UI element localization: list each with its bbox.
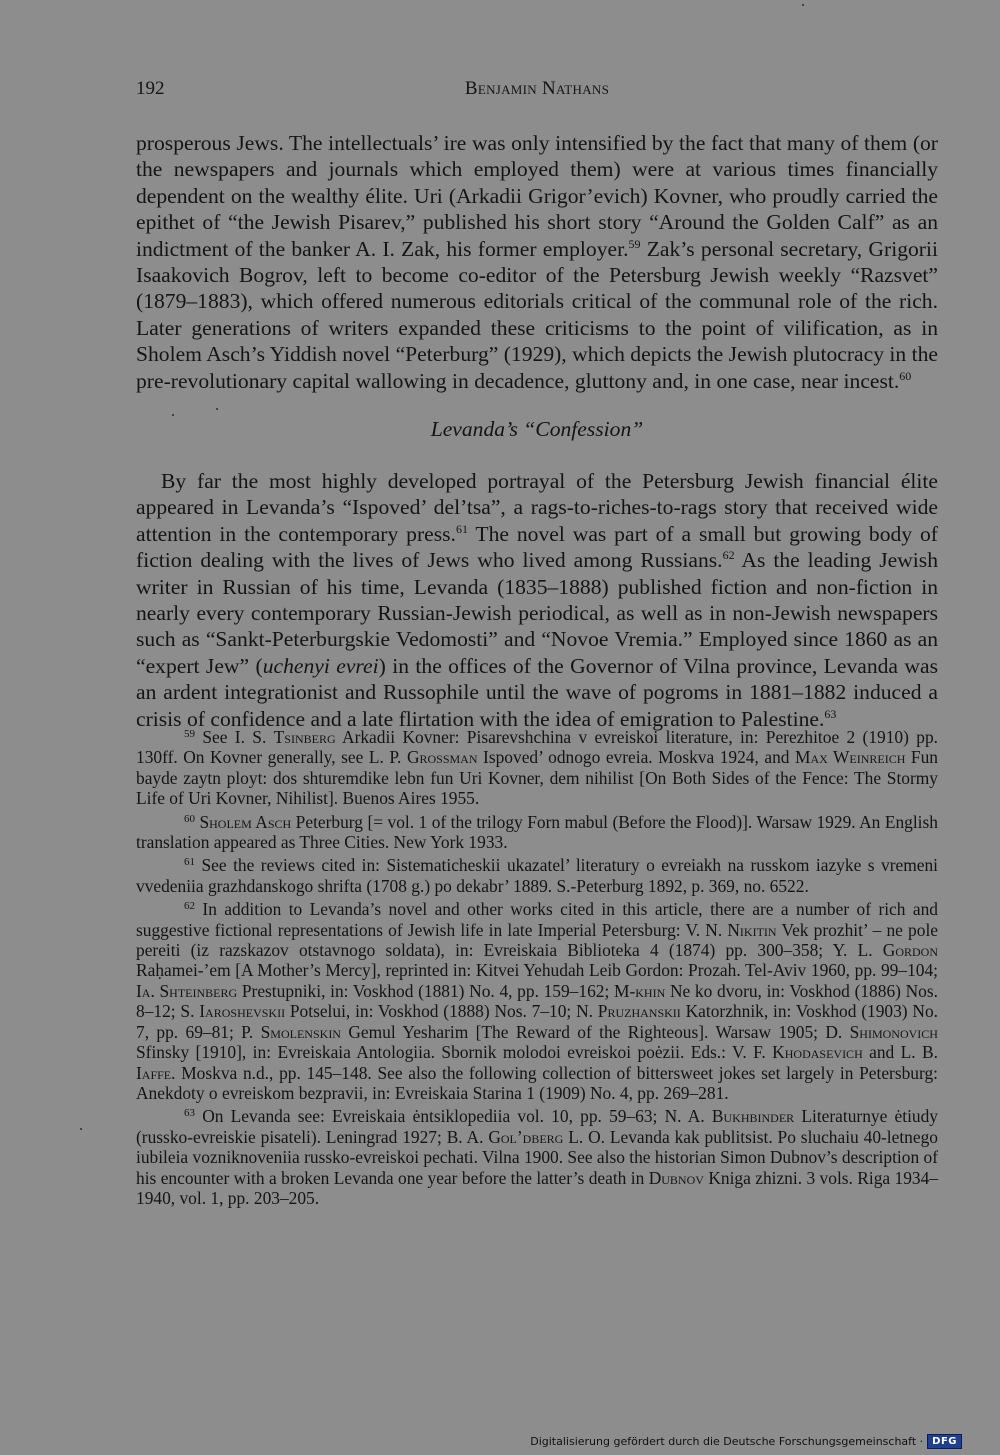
footnote-text: and L. B. xyxy=(862,1042,938,1063)
footnote-ref-62[interactable]: 62 xyxy=(722,548,735,563)
paragraph-text: By far the most highly developed portrayal of the Petersburg Jewish financial élite appeared in Levanda’s “Ispoved’ del’tsa”, a rags-to-riches-to-rags story that received wide attention in the contemporary press. xyxy=(136,469,938,546)
footnote-number: 62 xyxy=(184,900,195,913)
author-name: Dubnov xyxy=(648,1167,704,1188)
footnote-text: Peterburg [= vol. 1 of the trilogy Forn mabul (Before the Flood)]. Warsaw 1929. An English translation appeared as Three Cities. New York 1933. xyxy=(136,811,938,853)
footnote-ref-63[interactable]: 63 xyxy=(824,706,837,721)
author-name: Nikitin xyxy=(727,919,777,940)
author-name: Max Weinreich xyxy=(795,747,906,768)
author-name: Tsinberg xyxy=(273,727,336,747)
author-name: Sholem Asch xyxy=(195,811,292,832)
paragraph-text: prosperous Jews. The intellectuals’ ire was only intensified by the fact that many of them (or the newspapers and journals which employed them) were at various times financially dependent on the wealthy élite. Uri (Arkadii Grigor’evich) Kovner, who proudly carried the epithet of “the Jewish Pisarev,” published his short story “Around the Golden Calf” as an indictment of the banker A. I. Zak, his former employer. xyxy=(136,131,938,261)
footnote-text: On Levanda see: Evreiskaia ėntsiklopediia vol. 10, pp. 59–63; N. A. xyxy=(195,1106,712,1127)
paragraph-text: Zak’s personal secretary, Grigorii Isaakovich Bogrov, left to become co-editor of the Petersburg Jewish weekly “Razsvet” (1879–1883), which offered numerous editorials critical of the communal role of the rich. Later generations of writers expanded these criticisms to the point of vilification, as in Sholem Asch’s Yiddish novel “Peterburg” (1929), which depicts the Jewish plutocracy in the pre-revolutionary capital wallowing in decadence, gluttony and, in one case, near incest. xyxy=(136,236,938,393)
footnote-text: Prestupniki, in: Voskhod (1881) No. 4, pp. 159–162; xyxy=(237,980,614,1001)
footnote-text: . Moskva n.d., pp. 145–148. See also the following collection of bittersweet jokes set largely in Petersburg: Anekdoty o evreiskom bezpravii, in: Evreiskaia Starina 1 (1909) No. 4, pp. 269–281. xyxy=(136,1062,938,1103)
author-name: Gordon xyxy=(882,940,938,961)
author-name: Iaroshevskii xyxy=(199,1001,286,1022)
footnote-60 xyxy=(136,812,938,853)
footnote-text: Ispoved’ odnogo evreia. Moskva 1924, and xyxy=(477,747,795,768)
author-name: Grossman xyxy=(406,747,478,768)
footnote-63 xyxy=(136,1106,938,1208)
page-number: 192 xyxy=(136,78,165,99)
running-head: Benjamin Nathans xyxy=(464,78,610,99)
scan-speck xyxy=(216,408,218,410)
footnote-text: Ne ko dvoru, in: Voskhod (1886) Nos. 8–12; S. xyxy=(136,980,938,1022)
footnote-ref-59[interactable]: 59 xyxy=(628,236,641,251)
footnote-number: 61 xyxy=(184,856,195,869)
footnote-text: Gemul Yesharim [The Reward of the Righteous]. Warsaw 1905; D. xyxy=(340,1021,850,1042)
footnote-62 xyxy=(136,899,938,1103)
footnote-number: 63 xyxy=(184,1107,195,1120)
paragraph-text: As the leading Jewish writer in Russian of his time, Levanda (1835–1888) published fiction and non-fiction in nearly every contemporary Russian-Jewish periodical, as well as in non-Jewish newspapers such as “Sankt-Peterburgskie Vedomosti” and “Novoe Vremia.” Employed since 1860 as an “expert Jew” ( xyxy=(136,548,938,678)
footnote-text: Katorzhnik, in: Voskhod (1903) No. 7, pp. 69–81; P. xyxy=(136,1001,939,1042)
section-heading: Levanda’s “Confession” xyxy=(430,417,644,441)
digitization-credit xyxy=(530,1434,962,1449)
author-name: Shimonovich xyxy=(849,1021,938,1042)
author-name: Ia. Shteinberg xyxy=(136,980,238,1001)
footnote-text: See I. S. xyxy=(195,727,274,747)
footnote-text: Raḥamei-’em [A Mother’s Mercy], reprinted in: Kitvei Yehudah Leib Gordon: Prozah. Tel-Aviv 1960, pp. 99–104; xyxy=(136,960,938,981)
footnote-number: 60 xyxy=(184,812,195,825)
footnote-ref-60[interactable]: 60 xyxy=(899,368,912,383)
footnote-text: Kniga zhizni. 3 vols. Riga 1934–1940, vol. 1, pp. 203–205. xyxy=(136,1167,939,1208)
footnote-text: L. O. Levanda kak publitsist. Po sluchaiu 40-letnego iubileia vozniknoveniia russko-evreiskoi pechati. Vilna 1900. See also the historian Simon Dubnov’s description of his encounter with a broken Levanda one year before the latter’s death in xyxy=(136,1126,938,1188)
scan-speck xyxy=(80,1128,82,1130)
footnote-text: Arkadii Kovner: Pisarevshchina v evreiskoi literature, in: Perezhitoe 2 (1910) pp. 130ff. On Kovner generally, see L. P. xyxy=(136,727,938,768)
footnote-text: Sfinsky [1910], in: Evreiskaia Antologiia. Sbornik molodoi evreiskoi poėzii. Eds.: V. F. xyxy=(136,1042,773,1063)
paragraph-text: The novel was part of a small but growing body of fiction dealing with the lives of Jews who lived among Russians. xyxy=(136,521,938,573)
paragraph-2 xyxy=(136,468,938,732)
footnotes xyxy=(136,727,938,1211)
footnote-text: Fun bayde zaytn ployt: dos shturemdike lebn fun Uri Kovner, dem nihilist [On Both Sides of the Fence: The Stormy Life of Uri Kovner, Nihilist]. Buenos Aires 1955. xyxy=(136,747,938,809)
paragraph-text: ) in the offices of the Governor of Vilna province, Levanda was an ardent integrationist and Russophile until the wave of pogroms in 1881–1882 induced a crisis of confidence and a late flirtation with the idea of emigration to Palestine. xyxy=(136,653,938,731)
footnote-text: Potselui, in: Voskhod (1888) Nos. 7–10; N. xyxy=(285,1001,598,1022)
author-name: Iaffe xyxy=(136,1062,172,1083)
italic-term: uchenyi evrei xyxy=(262,653,379,678)
footnote-text: In addition to Levanda’s novel and other works cited in this article, there are a number of rich and suggestive fictional representations of Jewish life in late Imperial Petersburg: V. N. xyxy=(136,899,938,940)
page-header xyxy=(136,78,938,104)
footnote-text: See the reviews cited in: Sistematicheskii ukazatel’ literatury o evreiakh na russkom iazyke s vremeni vvedeniia grazhdanskogo shrifta (1708 g.) po dekabr’ 1889. S.-Peterburg 1892, p. 369, no. 6522. xyxy=(136,855,938,896)
paragraph-1 xyxy=(136,130,938,394)
footnote-text: Literaturnye ėtiudy (russko-evreiskie pisateli). Leningrad 1927; B. A. xyxy=(136,1106,938,1147)
author-name: Bukhbinder xyxy=(711,1106,795,1127)
footnote-59 xyxy=(136,727,938,809)
footnote-text: Vek prozhit’ – ne pole pereiti (iz razskazov otstavnogo soldata), in: Evreiskaia Biblioteka 4 (1874) pp. 300–358; Y. L. xyxy=(136,919,938,961)
footnote-61 xyxy=(136,855,938,896)
author-name: Khodasevich xyxy=(772,1042,863,1063)
author-name: Gol’dberg xyxy=(488,1126,564,1147)
author-name: M-khin xyxy=(614,980,666,1001)
dfg-logo: DFG xyxy=(927,1434,962,1449)
footnote-number: 59 xyxy=(184,728,195,740)
credit-text: Digitalisierung gefördert durch die Deutsche Forschungsgemeinschaft · xyxy=(530,1435,924,1448)
footnote-ref-61[interactable]: 61 xyxy=(455,521,468,536)
scan-speck xyxy=(172,414,174,416)
scan-speck xyxy=(802,4,804,6)
author-name: Smolenskin xyxy=(260,1021,341,1042)
author-name: Pruzhanskii xyxy=(597,1001,681,1022)
